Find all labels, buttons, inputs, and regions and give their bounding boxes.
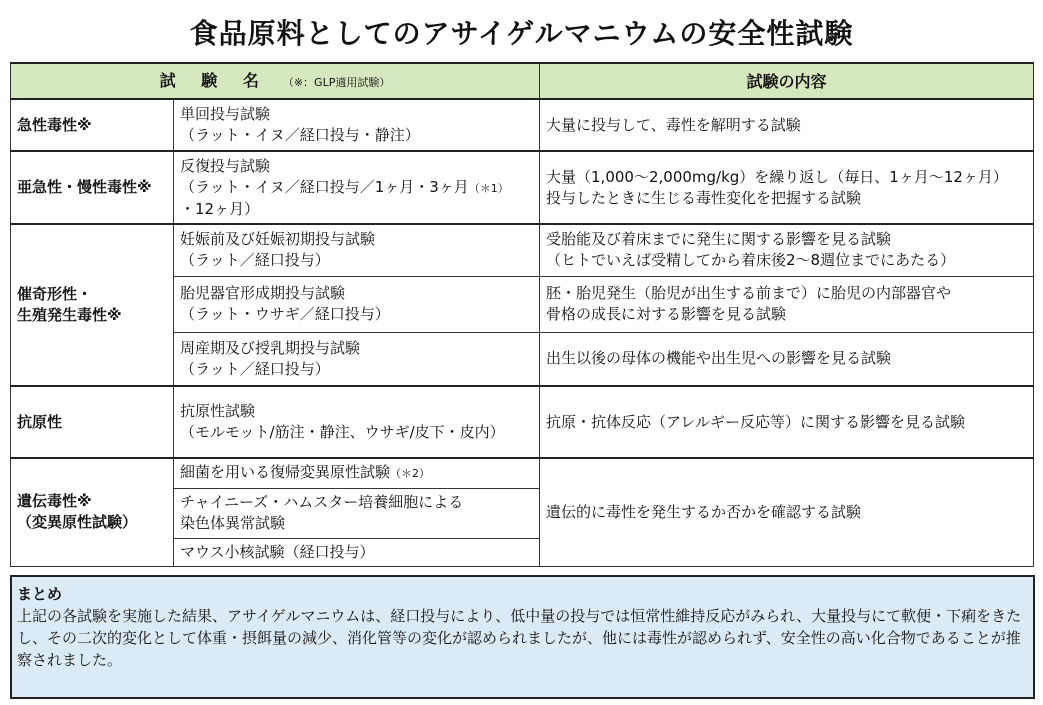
test-repro-1-l2: （ラット／経口投与） <box>180 251 330 270</box>
content-repro-2 <box>540 276 1034 332</box>
test-subacute-l1: 反復投与試験 <box>180 156 271 175</box>
page-title: 食品原料としてのアサイゲルマニウムの安全性試験 <box>189 17 854 50</box>
summary-heading: まとめ <box>17 585 63 603</box>
footnote-2-mark: （＊2） <box>390 467 431 481</box>
test-repro-3 <box>174 332 540 386</box>
table-row-acute <box>11 99 1034 151</box>
test-genetic-2-l2: 染色体異常試験 <box>180 514 286 532</box>
content-subacute-l2: 投与したときに生じる毒性変化を把握する試験 <box>546 188 862 207</box>
test-genetic-2 <box>174 488 540 538</box>
table-row-antigen <box>11 386 1034 458</box>
test-genetic-1 <box>174 458 540 488</box>
content-repro-1-l1: 受胎能及び着床までに発生に関する影響を見る試験 <box>546 230 892 249</box>
table-row-genetic-1 <box>11 458 1034 488</box>
table-header-row <box>11 63 1034 99</box>
safety-test-table <box>10 62 1034 567</box>
content-subacute <box>540 151 1034 224</box>
category-repro-l2: 生殖発生毒性※ <box>17 306 122 324</box>
category-subacute: 亜急性・慢性毒性※ <box>11 151 174 224</box>
test-repro-2-l1: 胎児器官形成期投与試験 <box>180 284 346 302</box>
test-genetic-3: マウス小核試験（経口投与） <box>174 538 540 566</box>
header-test-name-label: 試 験 名 <box>159 70 269 90</box>
test-repro-2-l2: （ラット・ウサギ／経口投与） <box>180 305 390 323</box>
content-repro-3: 出生以後の母体の機能や出生児への影響を見る試験 <box>540 332 1034 386</box>
category-genetic-l2: （変異原性試験） <box>17 513 138 532</box>
content-genetic: 遺伝的に毒性を発生するか否かを確認する試験 <box>540 458 1034 566</box>
category-acute: 急性毒性※ <box>11 99 174 151</box>
test-genetic-1-text: 細菌を用いる復帰変異原性試験 <box>180 463 391 482</box>
header-content: 試験の内容 <box>540 63 1034 99</box>
content-repro-2-l1: 胚・胎児発生（胎児が出生する前まで）に胎児の内部器官や <box>546 284 952 302</box>
test-repro-1-l1: 妊娠前及び妊娠初期投与試験 <box>180 230 376 249</box>
category-repro-l1: 催奇形性・ <box>17 285 93 303</box>
content-antigen: 抗原・抗体反応（アレルギー反応等）に関する影響を見る試験 <box>540 386 1034 458</box>
test-acute-l2: （ラット・イヌ／経口投与・静注） <box>180 126 420 144</box>
content-repro-1 <box>540 224 1034 276</box>
test-repro-1 <box>174 224 540 276</box>
content-subacute-l1: 大量（1,000～2,000mg/kg）を繰り返し（毎日、1ヶ月～12ヶ月） <box>546 167 1008 186</box>
test-subacute <box>174 151 540 224</box>
test-antigen-l2: （モルモット/筋注・静注、ウサギ/皮下・皮内） <box>180 423 505 441</box>
test-subacute-l2 <box>180 177 533 199</box>
content-repro-1-l2: （ヒトでいえば受精してから着床後2～8週位までにあたる） <box>546 251 956 270</box>
category-genetic <box>11 458 174 566</box>
test-repro-3-l2: （ラット／経口投与） <box>180 359 330 378</box>
summary-body: 上記の各試験を実施した結果、アサイゲルマニウムは、経口投与により、低中量の投与では恒常性維持反応がみられ、大量投与にて軟便・下痢をきたし、その二次的変化として体重・摂餌量の減少、消化管等の変化が認められましたが、他には毒性が認められず、安全性の高い化合物であることが推察されました。 <box>17 607 1022 669</box>
category-repro <box>11 224 174 386</box>
content-acute: 大量に投与して、毒性を解明する試験 <box>540 99 1034 151</box>
header-test-name <box>11 63 540 99</box>
test-subacute-l2-text: （ラット・イヌ／経口投与／1ヶ月・3ヶ月 <box>180 177 469 196</box>
test-repro-2 <box>174 276 540 332</box>
test-antigen <box>174 386 540 458</box>
footnote-1-mark: （＊1） <box>468 181 509 195</box>
header-glp-note: （※：GLP適用試験） <box>282 75 391 89</box>
summary-box <box>10 575 1035 699</box>
test-repro-3-l1: 周産期及び授乳期投与試験 <box>180 338 361 357</box>
category-antigen: 抗原性 <box>11 386 174 458</box>
test-genetic-2-l1: チャイニーズ・ハムスター培養細胞による <box>180 493 464 511</box>
category-genetic-l1: 遺伝毒性※ <box>17 492 92 511</box>
test-antigen-l1: 抗原性試験 <box>180 402 256 420</box>
test-subacute-l3: ・12ヶ月） <box>180 199 260 218</box>
test-acute <box>174 99 540 151</box>
table-row-repro-1 <box>11 224 1034 276</box>
test-acute-l1: 単回投与試験 <box>180 105 271 123</box>
content-repro-2-l2: 骨格の成長に対する影響を見る試験 <box>546 305 787 323</box>
table-row-subacute <box>11 151 1034 224</box>
